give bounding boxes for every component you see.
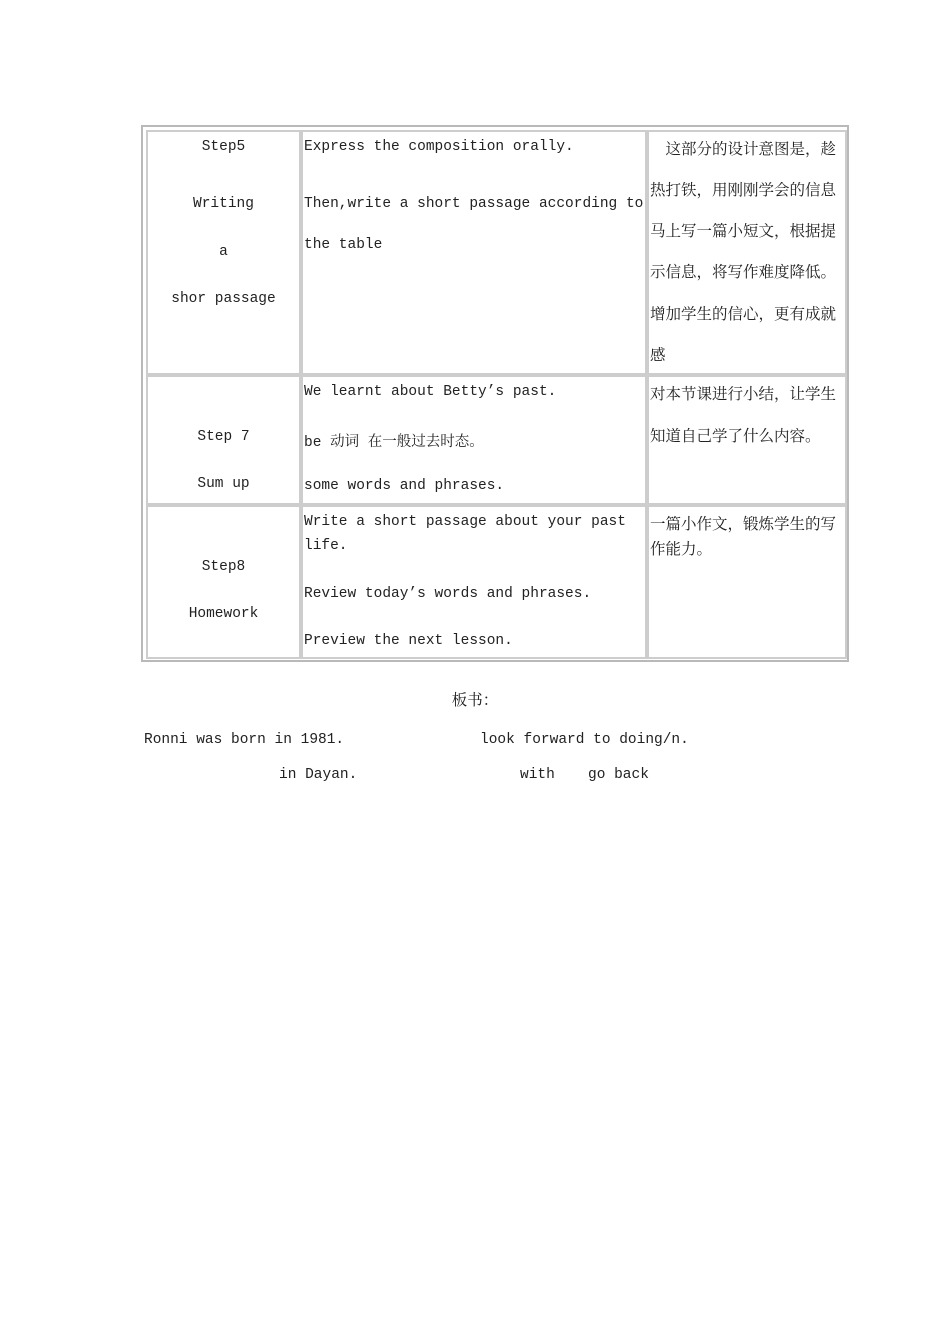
- step-title-line: Writing: [193, 196, 254, 212]
- board-line2-mid: with: [520, 767, 555, 783]
- intent-line: 增加学生的信心，更有成就: [650, 305, 837, 323]
- table-row-step7-intent-cell: [647, 375, 847, 505]
- step-label: Step5: [201, 139, 246, 155]
- board-line1-left: Ronni was born in 1981.: [144, 732, 345, 748]
- lesson-plan-table: [141, 125, 849, 662]
- content-line: Write a short passage about your past: [304, 514, 626, 530]
- content-line: We learnt about Betty’s past.: [304, 384, 557, 400]
- step-label: Step 7: [197, 429, 250, 445]
- table-row-step8-content-cell: [301, 505, 647, 659]
- intent-line: 马上写一篇小短文，根据提: [650, 222, 837, 240]
- table-row-step7-step-cell: [146, 375, 301, 505]
- intent-line: 作能力。: [650, 540, 713, 558]
- intent-line: 这部分的设计意图是，趁: [650, 140, 837, 158]
- intent-line: 感: [650, 346, 666, 364]
- content-line: Review today’s words and phrases.: [304, 586, 592, 602]
- content-line: Then,write a short passage according to: [304, 196, 644, 212]
- content-line: Express the composition orally.: [304, 139, 574, 155]
- intent-line: 对本节课进行小结，让学生: [650, 385, 837, 403]
- table-row-step5-step-cell: [146, 130, 301, 375]
- content-line: Preview the next lesson.: [304, 633, 513, 649]
- content-line: some words and phrases.: [304, 478, 505, 494]
- table-row-step8-step-cell: [146, 505, 301, 659]
- content-line: be 动词 在一般过去时态。: [304, 435, 484, 451]
- intent-line: 一篇小作文，锻炼学生的写: [650, 515, 837, 533]
- content-line: life.: [304, 538, 348, 554]
- step-title-line: Sum up: [197, 476, 250, 492]
- intent-line: 热打铁，用刚刚学会的信息: [650, 181, 837, 199]
- table-row-step5-intent-cell: [647, 130, 847, 375]
- intent-line: 示信息，将写作难度降低。: [650, 263, 837, 281]
- content-line: the table: [304, 237, 383, 253]
- board-line2-left: in Dayan.: [279, 767, 358, 783]
- board-line2-right: go back: [588, 767, 649, 783]
- table-row-step8-intent-cell: [647, 505, 847, 659]
- table-row-step7-content-cell: [301, 375, 647, 505]
- board-title: 板书：: [451, 691, 499, 709]
- step-title-line: shor passage: [171, 291, 276, 307]
- table-row-step5-content-cell: [301, 130, 647, 375]
- intent-line: 知道自己学了什么内容。: [650, 427, 821, 445]
- board-line1-right: look forward to doing/n.: [480, 732, 689, 748]
- step-label: Step8: [201, 559, 246, 575]
- step-title-line: a: [219, 244, 228, 260]
- step-title-line: Homework: [188, 606, 259, 622]
